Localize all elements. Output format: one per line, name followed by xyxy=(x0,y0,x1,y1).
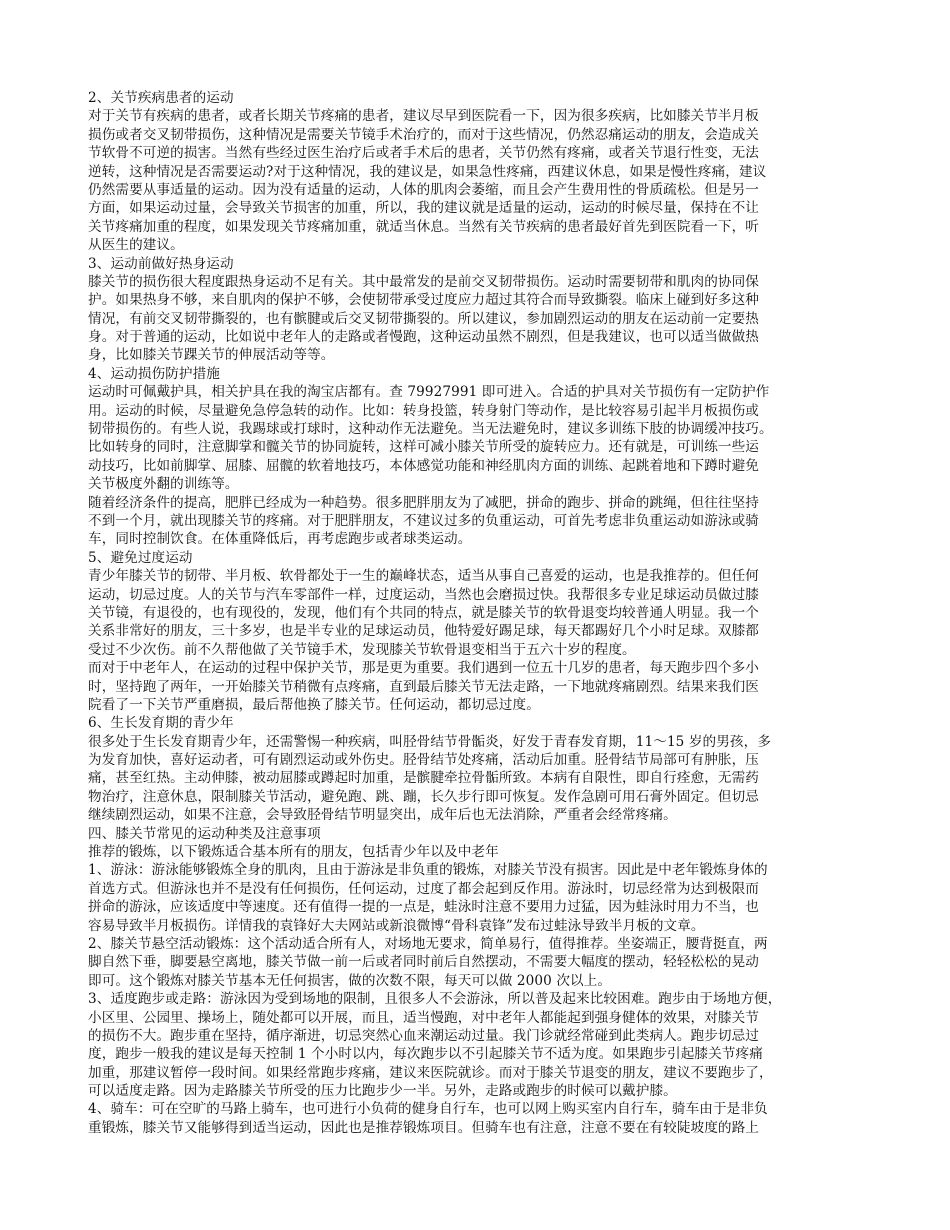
text-line: 仍然需要从事适量的运动。因为没有适量的运动，人体的肌肉会萎缩，而且会产生费用性的骨质疏松。但是另一 xyxy=(88,181,759,198)
text-line: 即可。这个锻炼对膝关节基本无任何损害，做的次数不限，每天可以做 2000 次以上。 xyxy=(88,972,612,989)
section-heading: 四、膝关节常见的运动种类及注意事项 xyxy=(88,825,321,842)
text-line: 而对于中老年人，在运动的过程中保护关节，那是更为重要。我们遇到一位五十几岁的患者，每天跑步四个多小 xyxy=(88,660,759,677)
text-line: 身。对于普通的运动，比如说中老年人的走路或者慢跑，这种运动虽然不剧烈，但是我建议，也可以适当做做热 xyxy=(88,329,759,346)
text-line: 3、适度跑步或走路：游泳因为受到场地的限制，且很多人不会游泳，所以普及起来比较困难。跑步由于场地方便， xyxy=(88,991,782,1008)
text-line: 随着经济条件的提高，肥胖已经成为一种趋势。很多肥胖朋友为了减肥，拼命的跑步、拼命的跳绳，但往往坚持 xyxy=(88,494,759,511)
text-line: 加重，那建议暂停一段时间。如果经常跑步疼痛，建议来医院就诊。而对于膝关节退变的朋友，建议不要跑步了， xyxy=(88,1064,773,1081)
section-heading: 2、关节疾病患者的运动 xyxy=(88,90,234,106)
text-line: 用。运动的时候，尽量避免急停急转的动作。比如：转身投篮，转身射门等动作，是比较容易引起半月板损伤或 xyxy=(88,402,759,419)
text-line: 运动时可佩戴护具，相关护具在我的淘宝店都有。查 79927991 即可进入。合适的护具对关节损伤有一定防护作 xyxy=(88,384,770,401)
section-heading: 6、生长发育期的青少年 xyxy=(88,715,234,732)
text-line: 逆转，这种情况是否需要运动?对于这种情况，我的建议是，如果急性疼痛，西建议休息，如果是慢性疼痛，建议 xyxy=(88,163,767,180)
text-line: 时，坚持跑了两年，一开始膝关节稍微有点疼痛，直到最后膝关节无法走路，一下地就疼痛剧烈。结果来我们医 xyxy=(88,678,759,695)
text-line: 运动，切忌过度。人的关节与汽车零部件一样，过度运动，当然也会磨损过快。我帮很多专业足球运动员做过膝 xyxy=(88,586,759,603)
text-line: 关节极度外翻的训练等。 xyxy=(88,476,239,493)
text-line: 膝关节的损伤很大程度跟热身运动不足有关。其中最常发的是前交叉韧带损伤。运动时需要韧带和肌肉的协同保 xyxy=(88,273,759,290)
section-heading: 5、避免过度运动 xyxy=(88,549,193,566)
text-line: 院看了一下关节严重磨损，最后帮他换了膝关节。任何运动，都切忌过度。 xyxy=(88,696,540,713)
text-line: 不到一个月，就出现膝关节的疼痛。对于肥胖朋友，不建议过多的负重运动，可首先考虑非负重运动如游泳或骑 xyxy=(88,512,759,529)
section-heading: 3、运动前做好热身运动 xyxy=(88,255,234,272)
text-line: 关节疼痛加重的程度，如果发现关节疼痛加重，就适当休息。当然有关节疾病的患者最好首先到医院看一下，听 xyxy=(88,218,759,235)
text-line: 动技巧，比如前脚掌、屈膝、屈髋的软着地技巧，本体感觉功能和神经肌肉方面的训练、起跳着地和下蹲时避免 xyxy=(88,457,759,474)
text-line: 继续剧烈运动，如果不注意，会导致胫骨结节明显突出，成年后也无法消除，严重者会经常疼痛。 xyxy=(88,807,677,824)
text-line: 受过不少次伤。前不久帮他做了关节镜手术，发现膝关节软骨退变相当于五六十岁的程度。 xyxy=(88,641,636,658)
text-line: 从医生的建议。 xyxy=(88,237,184,254)
text-line: 身，比如膝关节踝关节的伸展活动等等。 xyxy=(88,347,335,364)
text-line: 度，跑步一般我的建议是每天控制 1 个小时以内，每次跑步以不引起膝关节不适为度。如果跑步引起膝关节疼痛 xyxy=(88,1046,763,1063)
text-line: 痛，甚至红热。主动伸膝，被动屈膝或蹲起时加重，是髌腱牵拉骨骺所致。本病有自限性，即自行痊愈，无需药 xyxy=(88,770,759,787)
text-line: 很多处于生长发育期青少年，还需警惕一种疾病，叫胫骨结节骨骺炎，好发于青春发育期，11～15 岁的男孩，多 xyxy=(88,733,772,750)
text-line: 物治疗，注意休息，限制膝关节活动，避免跑、跳、蹦，长久步行即可恢复。发作急剧可用石膏外固定。但切忌 xyxy=(88,788,759,805)
text-line: 比如转身的同时，注意脚掌和髋关节的协同旋转，这样可减小膝关节所受的旋转应力。还有就是，可训练一些运 xyxy=(88,439,759,456)
text-line: 为发育加快，喜好运动者，可有剧烈运动或外伤史。胫骨结节处疼痛，活动后加重。胫骨结节局部可有肿胀，压 xyxy=(88,752,759,769)
document-page xyxy=(88,89,860,1137)
text-line: 推荐的锻炼，以下锻炼适合基本所有的朋友，包括青少年以及中老年 xyxy=(88,844,499,861)
text-line: 方面，如果运动过量，会导致关节损害的加重，所以，我的建议就是适量的运动，运动的时候尽量，保持在不让 xyxy=(88,200,759,217)
text-line: 节软骨不可逆的损害。当然有些经过医生治疗后或者手术后的患者，关节仍然有疼痛，或者关节退行性变，无法 xyxy=(88,145,759,162)
text-line: 1、游泳：游泳能够锻炼全身的肌肉，且由于游泳是非负重的锻炼，对膝关节没有损害。因此是中老年锻炼身体的 xyxy=(88,862,768,879)
text-line: 2、膝关节悬空活动锻炼：这个活动适合所有人，对场地无要求，简单易行，值得推荐。坐姿端正，腰背挺直，两 xyxy=(88,935,768,952)
text-line: 韧带损伤的。有些人说，我踢球或打球时，这种动作无法避免。当无法避免时，建议多训练下肢的协调缓冲技巧。 xyxy=(88,421,773,438)
text-line: 青少年膝关节的韧带、半月板、软骨都处于一生的巅峰状态，适当从事自己喜爱的运动，也是我推荐的。但任何 xyxy=(88,568,759,585)
text-line: 4、骑车：可在空旷的马路上骑车，也可进行小负荷的健身自行车，也可以网上购买室内自行车，骑车由于是非负 xyxy=(88,1101,768,1118)
text-line: 重锻炼，膝关节又能够得到适当运动，因此也是推荐锻炼项目。但骑车也有注意，注意不要在有较陡坡度的路上 xyxy=(88,1119,759,1136)
text-line: 可以适度走路。因为走路膝关节所受的压力比跑步少一半。另外，走路或跑步的时候可以戴护膝。 xyxy=(88,1083,677,1100)
section-heading: 4、运动损伤防护措施 xyxy=(88,365,220,382)
text-line: 关系非常好的朋友，三十多岁，也是半专业的足球运动员，他特爱好踢足球，每天都踢好几个小时足球。双膝都 xyxy=(88,623,759,640)
text-line: 情况，有前交叉韧带撕裂的，也有髌腱或后交叉韧带撕裂的。所以建议，参加剧烈运动的朋友在运动前一定要热 xyxy=(88,310,759,327)
text-line: 损伤或者交叉韧带损伤，这种情况是需要关节镜手术治疗的，而对于这些情况，仍然忍痛运动的朋友，会造成关 xyxy=(88,126,759,143)
text-line: 小区里、公园里、操场上，随处都可以开展，而且，适当慢跑，对中老年人都能起到强身健体的效果，对膝关节 xyxy=(88,1009,759,1026)
text-line: 关节镜，有退役的，也有现役的，发现，他们有个共同的特点，就是膝关节的软骨退变均较普通人明显。我一个 xyxy=(88,604,759,621)
text-line: 容易导致半月板损伤。详情我的袁锋好大夫网站或新浪微博“骨科袁锋”发布过蛙泳导致半月板的文章。 xyxy=(88,917,705,934)
text-line: 拼命的游泳，应该适度中等速度。还有值得一提的一点是，蛙泳时注意不要用力过猛，因为蛙泳时用力不当，也 xyxy=(88,899,759,916)
text-line: 首选方式。但游泳也并不是没有任何损伤，任何运动，过度了都会起到反作用。游泳时，切忌经常为达到极限而 xyxy=(88,880,759,897)
text-line: 脚自然下垂，脚要悬空离地，膝关节做一前一后或者同时前后自然摆动，不需要大幅度的摆动，轻轻松松的晃动 xyxy=(88,954,759,971)
text-line: 车，同时控制饮食。在体重降低后，再考虑跑步或者球类运动。 xyxy=(88,531,472,548)
text-line: 的损伤不大。跑步重在坚持，循序渐进，切忌突然心血来潮运动过量。我门诊就经常碰到此类病人。跑步切忌过 xyxy=(88,1027,759,1044)
text-line: 对于关节有疾病的患者，或者长期关节疼痛的患者，建议尽早到医院看一下，因为很多疾病，比如膝关节半月板 xyxy=(88,108,759,125)
text-line: 护。如果热身不够，来自肌肉的保护不够，会使韧带承受过度应力超过其符合而导致撕裂。临床上碰到好多这种 xyxy=(88,292,759,309)
